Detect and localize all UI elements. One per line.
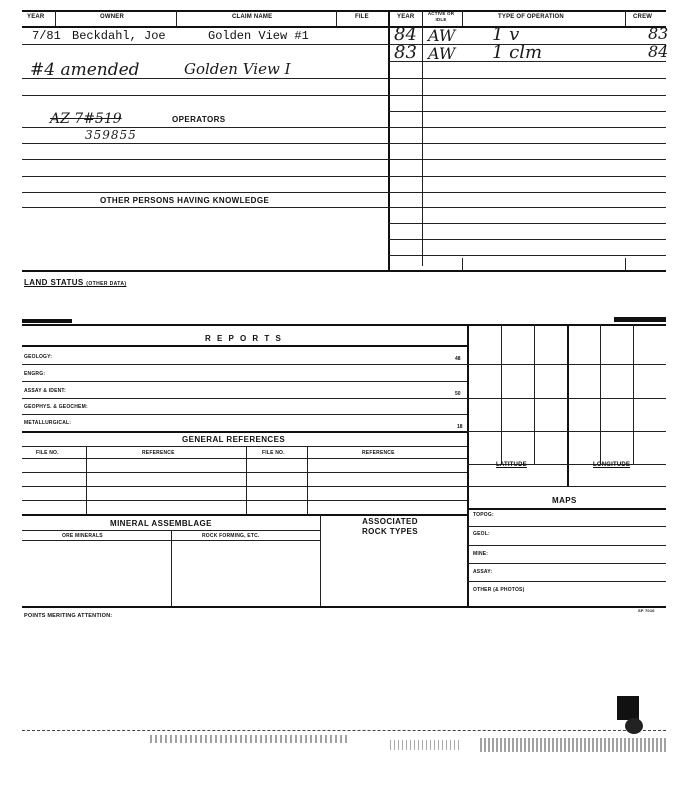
divider (171, 530, 172, 606)
divider (320, 514, 321, 606)
row-line (22, 345, 467, 347)
geophys-label: GEOPHYS. & GEOCHEM: (24, 404, 88, 410)
file-no-header-2: FILE NO. (262, 450, 285, 456)
maps-label: MAPS (552, 496, 577, 505)
row-line (22, 207, 388, 208)
grid-line (600, 324, 601, 464)
assay-label: ASSAY & IDENT: (24, 388, 66, 394)
scan-smudge (480, 738, 666, 752)
rock-forming-header: ROCK FORMING, ETC. (202, 533, 260, 539)
claim-name-header: CLAIM NAME (232, 14, 273, 20)
geol-label: GEOL: (473, 531, 490, 537)
divider (307, 446, 308, 514)
row-line (22, 431, 467, 433)
row-line (22, 176, 388, 177)
divider (422, 10, 423, 266)
report-number: 48 (455, 356, 461, 362)
row-line (467, 581, 666, 582)
activity-r1-status: AW (428, 26, 456, 45)
land-status-label: LAND STATUS (OTHER DATA) (24, 278, 127, 287)
row-line (22, 398, 467, 399)
divider (336, 10, 337, 26)
row-line (22, 606, 666, 608)
metallurgical-label: METALLURGICAL: (24, 420, 72, 426)
row-line (22, 143, 388, 144)
form-code: SP 7016 (638, 608, 655, 613)
row-line (388, 192, 666, 193)
points-meriting-label: POINTS MERITING ATTENTION: (24, 613, 113, 619)
row-line (22, 95, 388, 96)
reports-top-line (22, 324, 666, 326)
file-no-header-1: FILE NO. (36, 450, 59, 456)
engrg-label: ENGRG: (24, 371, 46, 377)
bottom-line (22, 730, 666, 731)
row-line (467, 486, 666, 487)
op-note: AZ 7#519 (50, 111, 122, 127)
row-line (22, 500, 467, 501)
active-idle-header: ACTIVE OR IDLE (427, 11, 455, 22)
row-line (388, 223, 666, 224)
divider (246, 446, 247, 514)
row-line (388, 207, 666, 208)
activity-r2-type: 1 clm (492, 42, 543, 63)
row-line (388, 239, 666, 240)
other-photos-label: OTHER (& PHOTOS) (473, 587, 525, 593)
divider (625, 10, 626, 26)
row1-owner: Beckdahl, Joe (72, 29, 166, 43)
row-line (388, 111, 666, 112)
row-line (467, 563, 666, 564)
grid-line (633, 324, 634, 464)
row-line (388, 95, 666, 96)
divider (86, 446, 87, 514)
row-line (388, 176, 666, 177)
row-line (22, 159, 388, 160)
reports-label: R E P O R T S (205, 334, 283, 343)
reference-header-1: REFERENCE (142, 450, 175, 456)
divider (388, 10, 390, 270)
row-line (388, 143, 666, 144)
general-references-label: GENERAL REFERENCES (182, 435, 286, 444)
activity-r2-year: 83 (394, 42, 417, 63)
grid-line (467, 398, 666, 399)
activity-r1-type: 1 v (492, 24, 520, 45)
divider (176, 10, 177, 26)
row-line (22, 127, 388, 128)
row-line (22, 192, 388, 193)
longitude-label: LONGITUDE (593, 462, 631, 468)
mine-label: MINE: (473, 551, 489, 557)
reports-bar-left (22, 319, 72, 323)
reference-header-2: REFERENCE (362, 450, 395, 456)
row-line (388, 78, 666, 79)
row-line (22, 472, 467, 473)
row-line (467, 545, 666, 546)
crew-header: CREW (633, 14, 653, 20)
topog-label: TOPOG: (473, 512, 494, 518)
section-bottom-line (22, 270, 666, 272)
other-persons-label: OTHER PERSONS HAVING KNOWLEDGE (100, 196, 270, 205)
operators-label: OPERATORS (172, 115, 226, 124)
ore-minerals-header: ORE MINERALS (62, 533, 103, 539)
assay-map-label: ASSAY: (473, 569, 493, 575)
grid-line (567, 324, 569, 486)
scan-smudge (390, 740, 460, 750)
divider (462, 258, 463, 270)
row-line (22, 44, 388, 45)
row-line (467, 508, 666, 510)
row-line (22, 458, 467, 459)
row-line (22, 364, 467, 365)
row-line (22, 446, 467, 447)
header-bottom-line (22, 26, 666, 28)
owner-header: OWNER (100, 14, 124, 20)
type-of-operation-header: TYPE OF OPERATION (498, 14, 564, 20)
row-line (467, 526, 666, 527)
mineral-assemblage-label: MINERAL ASSEMBLAGE (110, 519, 212, 528)
binder-clip (617, 696, 639, 720)
geology-label: GEOLOGY: (24, 354, 53, 360)
activity-r2-crew: 84 (648, 42, 669, 61)
grid-line (467, 364, 666, 365)
row-line (388, 127, 666, 128)
row-line (22, 78, 388, 79)
report-number: 18 (457, 424, 463, 430)
report-number: 50 (455, 391, 461, 397)
grid-line (467, 431, 666, 432)
latitude-label: LATITUDE (496, 462, 527, 468)
row-line (388, 255, 666, 256)
row2-note: #4 amended (30, 60, 140, 80)
top-border (22, 10, 666, 12)
row2-claim: Golden View I (184, 60, 291, 78)
divider (462, 10, 463, 26)
reports-bar-right (614, 317, 666, 322)
year-right-header: YEAR (397, 14, 415, 20)
op-number: 359855 (85, 128, 137, 142)
binder-clip-shadow (625, 718, 643, 734)
row-line (388, 61, 666, 62)
divider (625, 258, 626, 270)
row1-claim: Golden View #1 (208, 29, 309, 43)
activity-r1-year: 84 (394, 24, 417, 45)
grid-line (534, 324, 535, 464)
row1-year: 7/81 (32, 29, 61, 43)
row-line (22, 514, 467, 516)
grid-line (501, 324, 502, 464)
file-header: FILE (355, 14, 369, 20)
row-line (22, 414, 467, 415)
year-header: YEAR (27, 14, 45, 20)
associated-rock-types-label: ASSOCIATED ROCK TYPES (361, 517, 418, 536)
divider (55, 10, 56, 26)
row-line (22, 381, 467, 382)
row-line (22, 486, 467, 487)
row-line (388, 159, 666, 160)
scan-smudge (150, 735, 350, 743)
activity-r2-status: AW (428, 44, 456, 63)
activity-r1-crew: 83 (648, 24, 669, 43)
